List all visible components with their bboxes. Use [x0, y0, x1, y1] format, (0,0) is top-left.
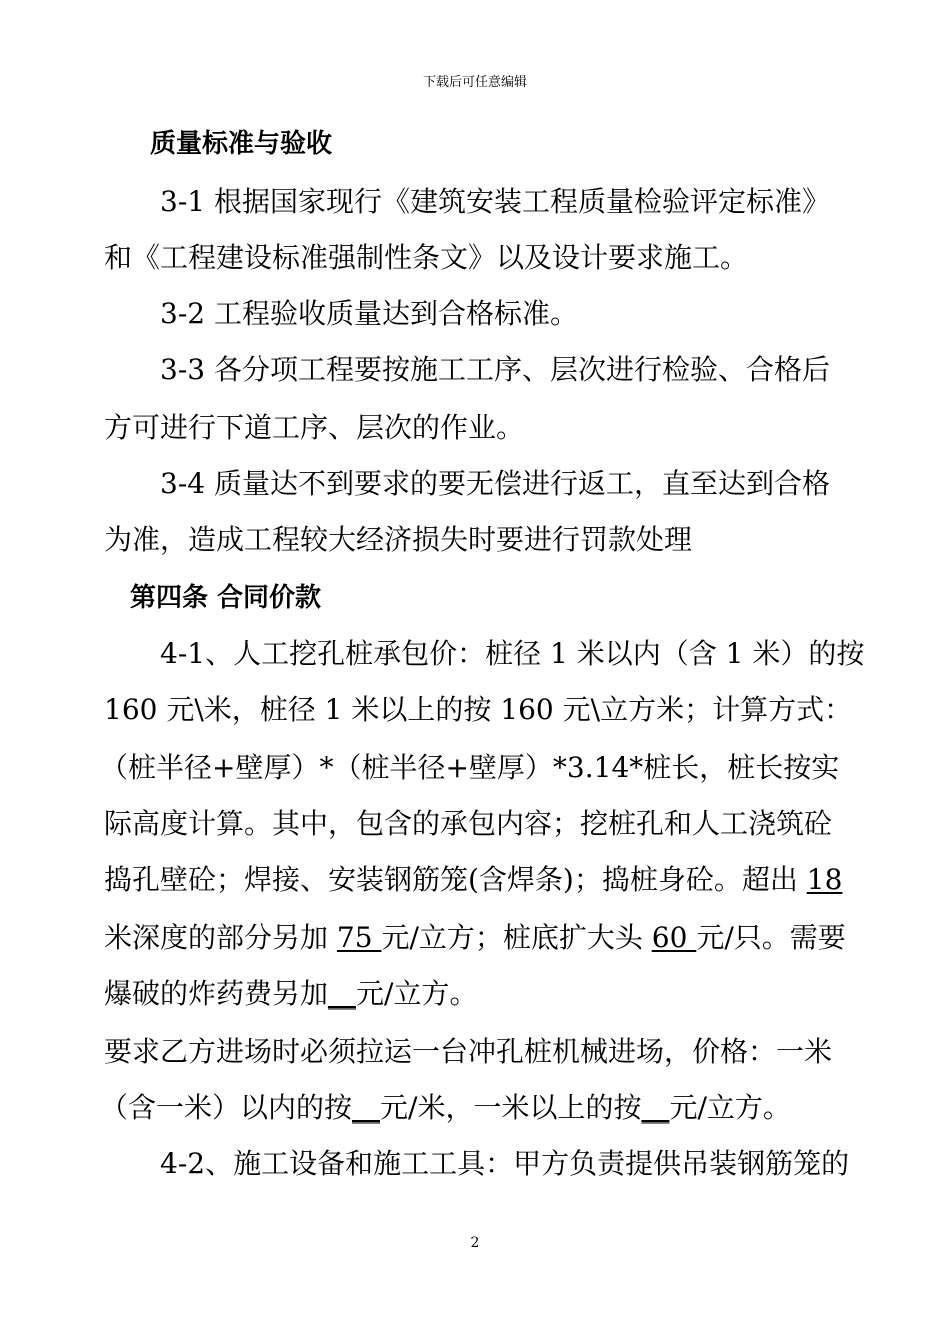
depth-threshold-value: 18 — [806, 863, 843, 896]
paragraph-4-1-line-5 — [104, 862, 842, 898]
paragraph-4-1-line-7 — [104, 976, 477, 1012]
extra-depth-price-value: 75 — [336, 921, 382, 954]
page-header: 下载后可任意编辑 — [422, 75, 527, 90]
line-text: 元/立方；桩底扩大头 — [381, 921, 652, 954]
line-text: 元/立方。 — [356, 977, 478, 1010]
heading-article-4-contract-price: 第四条 合同价款 — [130, 583, 322, 613]
line-text: 元/只。需要 — [696, 921, 846, 954]
paragraph-3-2-line-1: 3-2 工程验收质量达到合格标准。 — [160, 297, 578, 330]
line-text: 米深度的部分另加 — [104, 921, 337, 954]
price-per-cubic-blank: __ — [641, 1091, 670, 1124]
line-text: 捣孔壁砼；焊接、安装钢筋笼(含焊条)；捣桩身砼。超出 — [104, 863, 807, 896]
line-text: 元/米，一米以上的按 — [380, 1091, 642, 1124]
paragraph-3-4-line-1: 3-4 质量达不到要求的要无偿进行返工，直至达到合格 — [160, 467, 830, 500]
paragraph-3-3-line-2: 方可进行下道工序、层次的作业。 — [104, 411, 525, 444]
blast-fee-blank: __ — [328, 977, 357, 1010]
paragraph-3-1-line-1: 3-1 根据国家现行《建筑安装工程质量检验评定标准》 — [160, 185, 830, 218]
paragraph-3-3-line-1: 3-3 各分项工程要按施工工序、层次进行检验、合格后 — [160, 353, 830, 386]
paragraph-machine-line-1: 要求乙方进场时必须拉运一台冲孔桩机械进场，价格：一米 — [104, 1035, 833, 1068]
paragraph-machine-line-2 — [100, 1090, 791, 1126]
paragraph-4-1-line-4: 际高度计算。其中，包含的承包内容；挖桩孔和人工浇筑砼 — [104, 807, 833, 840]
paragraph-3-1-line-2: 和《工程建设标准强制性条文》以及设计要求施工。 — [104, 241, 749, 274]
line-text: 元/立方。 — [669, 1091, 791, 1124]
line-text: （含一米）以内的按 — [100, 1091, 353, 1124]
line-text: 爆破的炸药费另加 — [104, 977, 329, 1010]
paragraph-4-1-line-1: 4-1、人工挖孔桩承包价：桩径 1 米以内（含 1 米）的按 — [160, 637, 865, 670]
paragraph-3-4-line-2: 为准，造成工程较大经济损失时要进行罚款处理 — [104, 523, 693, 556]
heading-quality-standards: 质量标准与验收 — [150, 129, 333, 159]
paragraph-4-1-line-3: （桩半径+壁厚）*（桩半径+壁厚）*3.14*桩长，桩长按实 — [100, 751, 840, 784]
price-per-meter-blank: __ — [352, 1091, 381, 1124]
paragraph-4-1-line-2: 160 元\米，桩径 1 米以上的按 160 元\立方米；计算方式： — [104, 693, 853, 726]
page-number: 2 — [470, 1235, 480, 1251]
enlarged-head-price-value: 60 — [651, 921, 697, 954]
paragraph-4-1-line-6 — [104, 920, 846, 956]
paragraph-4-2-line-1: 4-2、施工设备和施工工具：甲方负责提供吊装钢筋笼的 — [160, 1147, 850, 1180]
